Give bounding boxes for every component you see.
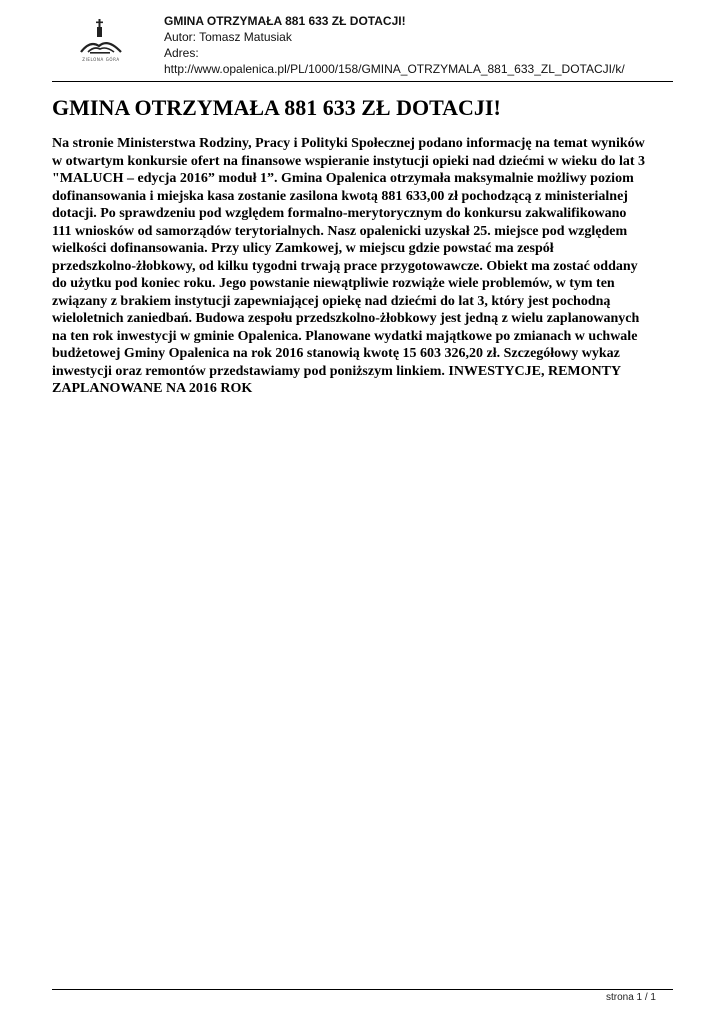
document-meta [164, 13, 704, 77]
page-number: strona 1 / 1 [605, 992, 656, 1003]
header-address-label: Adres: [164, 46, 199, 60]
article-line: inwestycji oraz remontów przedstawiamy pod poniższym linkiem. INWESTYCJE, REMONTY [52, 363, 622, 379]
article-body [52, 135, 682, 398]
header-title: GMINA OTRZYMAŁA 881 633 ZŁ DOTACJI! [164, 14, 406, 28]
article-title: GMINA OTRZYMAŁA 881 633 ZŁ DOTACJI! [52, 95, 501, 120]
article-line: Na stronie Ministerstwa Rodziny, Pracy i Polityki Społecznej podano informację na temat wyników [52, 136, 645, 151]
footer-divider [52, 989, 673, 990]
article-line: "MALUCH – edycja 2016” moduł 1”. Gmina Opalenica otrzymała maksymalnie możliwy poziom [52, 171, 634, 186]
header-author: Autor: Tomasz Matusiak [164, 30, 292, 44]
article-line: wieloletnich zaniedbań. Budowa zespołu przedszkolno-żłobkowy jest jedną z wielu zaplanowanych [52, 311, 640, 326]
article-line: 111 wniosków od samorządów terytorialnych. Nasz opalenicki uzyskał 25. miejsce pod względem [52, 223, 628, 239]
article-line: związany z brakiem instytucji zapewniającej opiekę nad dziećmi do lat 3, który jest pochodną [52, 293, 611, 309]
article-line: wielkości dofinansowania. Przy ulicy Zamkowej, w miejscu gdzie powstać ma zespół [52, 241, 554, 256]
article-line: w otwartym konkursie ofert na finansowe wspieranie instytucji opieki nad dziećmi w wieku do lat 3 [52, 153, 646, 169]
article-line: na ten rok inwestycji w gminie Opalenica. Planowane wydatki majątkowe po zmianach w uchwale [52, 328, 638, 344]
header-url: http://www.opalenica.pl/PL/1000/158/GMINA_OTRZYMALA_881_633_ZL_DOTACJI/k/ [164, 62, 625, 76]
article-line: dofinansowania i miejska kasa zostanie zasilona kwotą 881 633,00 zł pochodzącą z ministerialnej [52, 188, 628, 204]
logo-caption: ZIELONA GÓRA [82, 57, 120, 62]
article-line: ZAPLANOWANE NA 2016 ROK [52, 381, 253, 396]
article-line: budżetowej Gminy Opalenica na rok 2016 stanowią kwotę 15 603 326,20 zł. Szczegółowy wykaz [52, 346, 620, 361]
article-line: przedszkolno-żłobkowy, od kilku tygodni trwają prace przygotowawcze. Obiekt ma zostać oddany [52, 258, 638, 274]
article-line: do użytku pod koniec roku. Jego powstanie niewątpliwie rozwiąże wiele problemów, w tym ten [52, 276, 615, 291]
article-line: dotacji. Po sprawdzeniu pod względem formalno-merytorycznym do konkursu zakwalifikowano [52, 206, 627, 221]
header-divider [52, 81, 673, 82]
